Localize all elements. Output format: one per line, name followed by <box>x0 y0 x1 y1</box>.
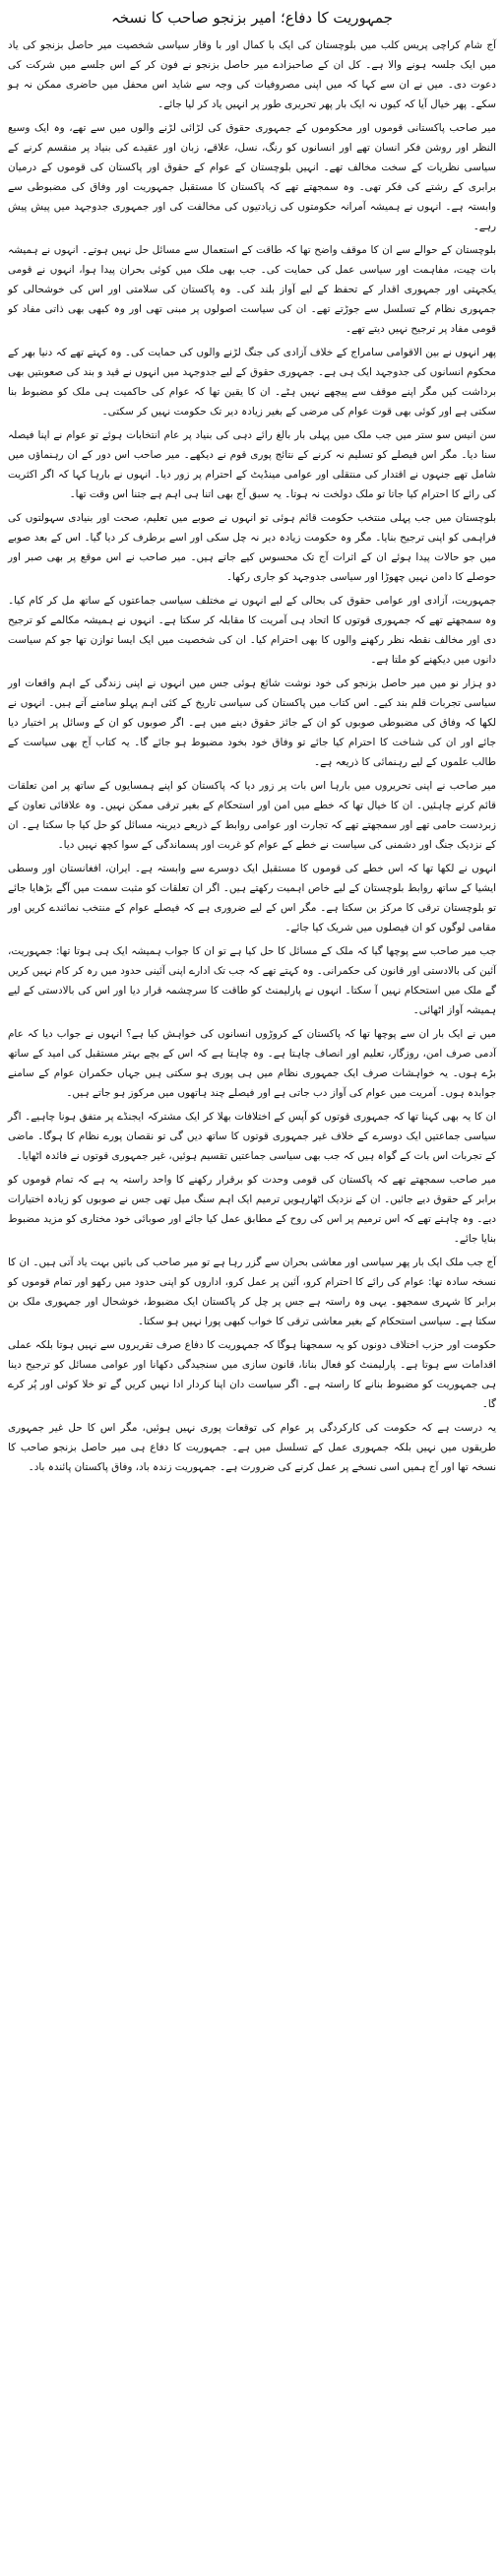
article-paragraph: آج جب ملک ایک بار پھر سیاسی اور معاشی بحران سے گزر رہا ہے تو میر صاحب کی باتیں بہت یاد آتی ہیں۔ ان کا نسخہ سادہ تھا: عوام کی رائے کا احترام کرو، آئین پر عمل کرو، اداروں کو اپنی حدود میں رکھو اور تمام قوموں کو برابر کا شہری سمجھو۔ یہی وہ راستہ ہے جس پر چل کر پاکستان ایک مضبوط، خوشحال اور جمہوری ملک بن سکتا ہے۔ سیاسی استحکام کے بغیر معاشی ترقی کا خواب کبھی پورا نہیں ہو سکتا۔ <box>8 1256 496 1327</box>
article-paragraph: حکومت اور حزب اختلاف دونوں کو یہ سمجھنا ہوگا کہ جمہوریت کا دفاع صرف تقریروں سے نہیں ہوتا بلکہ عملی اقدامات سے ہوتا ہے۔ پارلیمنٹ کو فعال بنانا، قانون سازی میں سنجیدگی دکھانا اور عوامی مسائل کو ترجیح دینا ہی جمہوریت کو مضبوط بنانے کا راستہ ہے۔ اگر سیاست دان اپنا کردار ادا نہیں کریں گے تو خلا کوئی اور پُر کرے گا۔ <box>8 1339 496 1410</box>
article-body <box>8 35 496 1477</box>
article-paragraph: بلوچستان کے حوالے سے ان کا موقف واضح تھا کہ طاقت کے استعمال سے مسائل حل نہیں ہوتے۔ انہوں نے ہمیشہ بات چیت، مفاہمت اور سیاسی عمل کی حمایت کی۔ جب بھی ملک میں کوئی بحران پیدا ہوا، انہوں نے قومی یکجہتی اور جمہوری اقدار کے تحفظ کے لیے آواز بلند کی۔ وہ پاکستان کی سلامتی اور اس کی خوشحالی کو جمہوری نظام کے تسلسل سے جوڑتے تھے۔ ان کی سیاست اصولوں پر مبنی تھی اور وہ کبھی بھی ذاتی مفاد کو قومی مفاد پر ترجیح نہیں دیتے تھے۔ <box>8 244 496 335</box>
article-paragraph: میر صاحب سمجھتے تھے کہ پاکستان کی قومی وحدت کو برقرار رکھنے کا واحد راستہ یہ ہے کہ تمام قوموں کو برابر کے حقوق دیے جائیں۔ ان کے نزدیک اٹھارہویں ترمیم ایک اہم سنگ میل تھی جس نے صوبوں کو زیادہ اختیارات دیے۔ وہ چاہتے تھے کہ اس ترمیم پر اس کی روح کے مطابق عمل کیا جائے اور صوبائی خود مختاری کو مزید مضبوط بنایا جائے۔ <box>8 1174 496 1245</box>
article-paragraph: بلوچستان میں جب پہلی منتخب حکومت قائم ہوئی تو انہوں نے صوبے میں تعلیم، صحت اور بنیادی سہولتوں کی فراہمی کو اپنی ترجیح بنایا۔ مگر وہ حکومت زیادہ دیر نہ چل سکی اور اسے برطرف کر دیا گیا۔ اس کے بعد صوبے میں جو حالات پیدا ہوئے ان کے اثرات آج تک محسوس کیے جاتے ہیں۔ میر صاحب نے اس موقع پر بھی صبر اور حوصلے کا دامن نہیں چھوڑا اور سیاسی جدوجہد کو جاری رکھا۔ <box>8 512 496 583</box>
article-paragraph: یہ درست ہے کہ حکومت کی کارکردگی پر عوام کی توقعات پوری نہیں ہوئیں، مگر اس کا حل غیر جمہوری طریقوں میں نہیں بلکہ جمہوری عمل کے تسلسل میں ہے۔ جمہوریت کا دفاع ہی میر حاصل بزنجو صاحب کا نسخہ تھا اور آج ہمیں اسی نسخے پر عمل کرنے کی ضرورت ہے۔ جمہوریت زندہ باد، وفاق پاکستان پائندہ باد۔ <box>8 1422 496 1473</box>
article-paragraph: سن انیس سو ستر میں جب ملک میں پہلی بار بالغ رائے دہی کی بنیاد پر عام انتخابات ہوئے تو عوام نے اپنا فیصلہ سنا دیا۔ مگر اس فیصلے کو تسلیم نہ کرنے کے نتائج پوری قوم نے دیکھے۔ میر صاحب اس دور کے ان رہنماؤں میں شامل تھے جنہوں نے اقتدار کی منتقلی اور عوامی مینڈیٹ کے احترام پر زور دیا۔ انہوں نے بارہا کہا کہ اگر اکثریت کی رائے کا احترام کیا جاتا تو ملک دولخت نہ ہوتا۔ یہ سبق آج بھی اتنا ہی اہم ہے جتنا اس وقت تھا۔ <box>8 429 496 500</box>
article-paragraph: جمہوریت، آزادی اور عوامی حقوق کی بحالی کے لیے انہوں نے مختلف سیاسی جماعتوں کے ساتھ مل کر کام کیا۔ وہ سمجھتے تھے کہ جمہوری قوتوں کا اتحاد ہی آمریت کا مقابلہ کر سکتا ہے۔ انہوں نے ہمیشہ مکالمے کو ترجیح دی اور مخالف نقطہ نظر رکھنے والوں کا بھی احترام کیا۔ ان کی شخصیت میں ایک ایسا توازن تھا جو کم سیاست دانوں میں دیکھنے کو ملتا ہے۔ <box>8 595 496 666</box>
article-paragraph: انہوں نے لکھا تھا کہ اس خطے کی قوموں کا مستقبل ایک دوسرے سے وابستہ ہے۔ ایران، افغانستان اور وسطی ایشیا کے ساتھ روابط بلوچستان کے لیے خاص اہمیت رکھتے ہیں۔ اگر ان تعلقات کو مثبت سمت میں آگے بڑھایا جائے تو بلوچستان ترقی کا مرکز بن سکتا ہے۔ مگر اس کے لیے ضروری ہے کہ فیصلے عوام کے منتخب نمائندے کریں اور مقامی لوگوں کو ان فیصلوں میں شریک کیا جائے۔ <box>8 863 496 934</box>
article-paragraph: پھر انہوں نے بین الاقوامی سامراج کے خلاف آزادی کی جنگ لڑنے والوں کی حمایت کی۔ وہ کہتے تھے کہ دنیا بھر کے محکوم انسانوں کی جدوجہد ایک ہی ہے۔ جمہوری حقوق کے لیے جدوجہد میں انہوں نے قید و بند کی صعوبتیں بھی برداشت کیں مگر اپنے موقف سے پیچھے نہیں ہٹے۔ ان کا یقین تھا کہ عوام کی حاکمیت ہی ملک کو مضبوط بنا سکتی ہے اور کوئی بھی قوت عوام کی مرضی کے بغیر زیادہ دیر تک حکومت نہیں کر سکتی۔ <box>8 347 496 418</box>
article-paragraph: میں نے ایک بار ان سے پوچھا تھا کہ پاکستان کے کروڑوں انسانوں کی خواہش کیا ہے؟ انہوں نے جواب دیا کہ عام آدمی صرف امن، روزگار، تعلیم اور انصاف چاہتا ہے۔ وہ چاہتا ہے کہ اس کے بچے بہتر مستقبل کی امید کے ساتھ بڑے ہوں۔ یہ خواہشات صرف ایک جمہوری نظام میں ہی پوری ہو سکتی ہیں جہاں حکمران عوام کے سامنے جوابدہ ہوں۔ آمریت میں عوام کی آواز دب جاتی ہے اور فیصلے چند ہاتھوں میں مرکوز ہو جاتے ہیں۔ <box>8 1028 496 1099</box>
article-paragraph: جب میر صاحب سے پوچھا گیا کہ ملک کے مسائل کا حل کیا ہے تو ان کا جواب ہمیشہ ایک ہی ہوتا تھا: جمہوریت، آئین کی بالادستی اور قانون کی حکمرانی۔ وہ کہتے تھے کہ جب تک ادارے اپنی آئینی حدود میں رہ کر کام نہیں کریں گے ملک میں استحکام نہیں آ سکتا۔ انہوں نے پارلیمنٹ کو طاقت کا سرچشمہ قرار دیا اور اس کی بالادستی کے لیے ہمیشہ آواز اٹھائی۔ <box>8 945 496 1016</box>
article-paragraph: ان کا یہ بھی کہنا تھا کہ جمہوری قوتوں کو آپس کے اختلافات بھلا کر ایک مشترکہ ایجنڈے پر متفق ہونا چاہیے۔ اگر سیاسی جماعتیں ایک دوسرے کے خلاف غیر جمہوری قوتوں کا ساتھ دیں گی تو نقصان پورے نظام کا ہوگا۔ ماضی کے تجربات اس بات کے گواہ ہیں کہ جب بھی سیاسی جماعتیں تقسیم ہوئیں، غیر جمہوری قوتوں نے فائدہ اٹھایا۔ <box>8 1111 496 1162</box>
article-paragraph: دو ہزار نو میں میر حاصل بزنجو کی خود نوشت شائع ہوئی جس میں انہوں نے اپنی زندگی کے اہم واقعات اور سیاسی تجربات قلم بند کیے۔ اس کتاب میں پاکستان کی سیاسی تاریخ کے کئی اہم پہلو سامنے آتے ہیں۔ انہوں نے لکھا کہ وفاق کی مضبوطی صوبوں کو ان کے جائز حقوق دینے میں ہے۔ اگر صوبوں کو ان کے وسائل پر اختیار دیا جائے اور ان کی شناخت کا احترام کیا جائے تو وفاق خود بخود مضبوط ہو جائے گا۔ یہ کتاب آج بھی سیاست کے طالب علموں کے لیے رہنمائی کا ذریعہ ہے۔ <box>8 677 496 768</box>
article-paragraph: میر صاحب پاکستانی قوموں اور محکوموں کے جمہوری حقوق کی لڑائی لڑنے والوں میں سے تھے، وہ ایک وسیع النظر اور روشن فکر انسان تھے اور انسانوں کو رنگ، نسل، علاقے، زبان اور عقیدے کی بنیاد پر منقسم کرنے کے سیاسی نظریات کے سخت مخالف تھے۔ انہیں بلوچستان کے عوام کے حقوق اور پاکستان کی قوموں کے درمیان برابری کے رشتے کی فکر تھی۔ وہ سمجھتے تھے کہ پاکستان کا مستقبل جمہوریت اور وفاق کی مضبوطی سے وابستہ ہے۔ انہوں نے ہمیشہ آمرانہ حکومتوں کی زیادتیوں کی مخالفت کی اور جمہوری جدوجہد میں پیش پیش رہے۔ <box>8 122 496 232</box>
article-title: جمہوریت کا دفاع؛ امیر بزنجو صاحب کا نسخہ <box>111 9 393 27</box>
article-paragraph: میر صاحب نے اپنی تحریروں میں بارہا اس بات پر زور دیا کہ پاکستان کو اپنے ہمسایوں کے ساتھ پر امن تعلقات قائم کرنے چاہئیں۔ ان کا خیال تھا کہ خطے میں امن اور استحکام کے بغیر ترقی ممکن نہیں۔ وہ علاقائی تعاون کے زبردست حامی تھے اور سمجھتے تھے کہ تجارت اور عوامی روابط کے ذریعے دیرینہ مسائل کو حل کیا جا سکتا ہے۔ ان کے نزدیک جنگ اور دشمنی کی سیاست نے خطے کے عوام کو غربت اور پسماندگی کے سوا کچھ نہیں دیا۔ <box>8 780 496 851</box>
article-paragraph: آج شام کراچی پریس کلب میں بلوچستان کی ایک با کمال اور با وقار سیاسی شخصیت میر حاصل بزنجو کی یاد میں ایک جلسہ ہونے والا ہے۔ کل ان کے صاحبزادے میر حاصل بزنجو نے فون کر کے اس جلسے میں شرکت کی دعوت دی۔ میں نے ان سے کہا کہ میں اپنی مصروفیات کی وجہ سے شاید اس محفل میں حاضری ممکن نہ ہو سکے۔ پھر خیال آیا کہ کیوں نہ ایک بار پھر تحریری طور پر انہیں یاد کر لیا جائے۔ <box>8 39 496 110</box>
